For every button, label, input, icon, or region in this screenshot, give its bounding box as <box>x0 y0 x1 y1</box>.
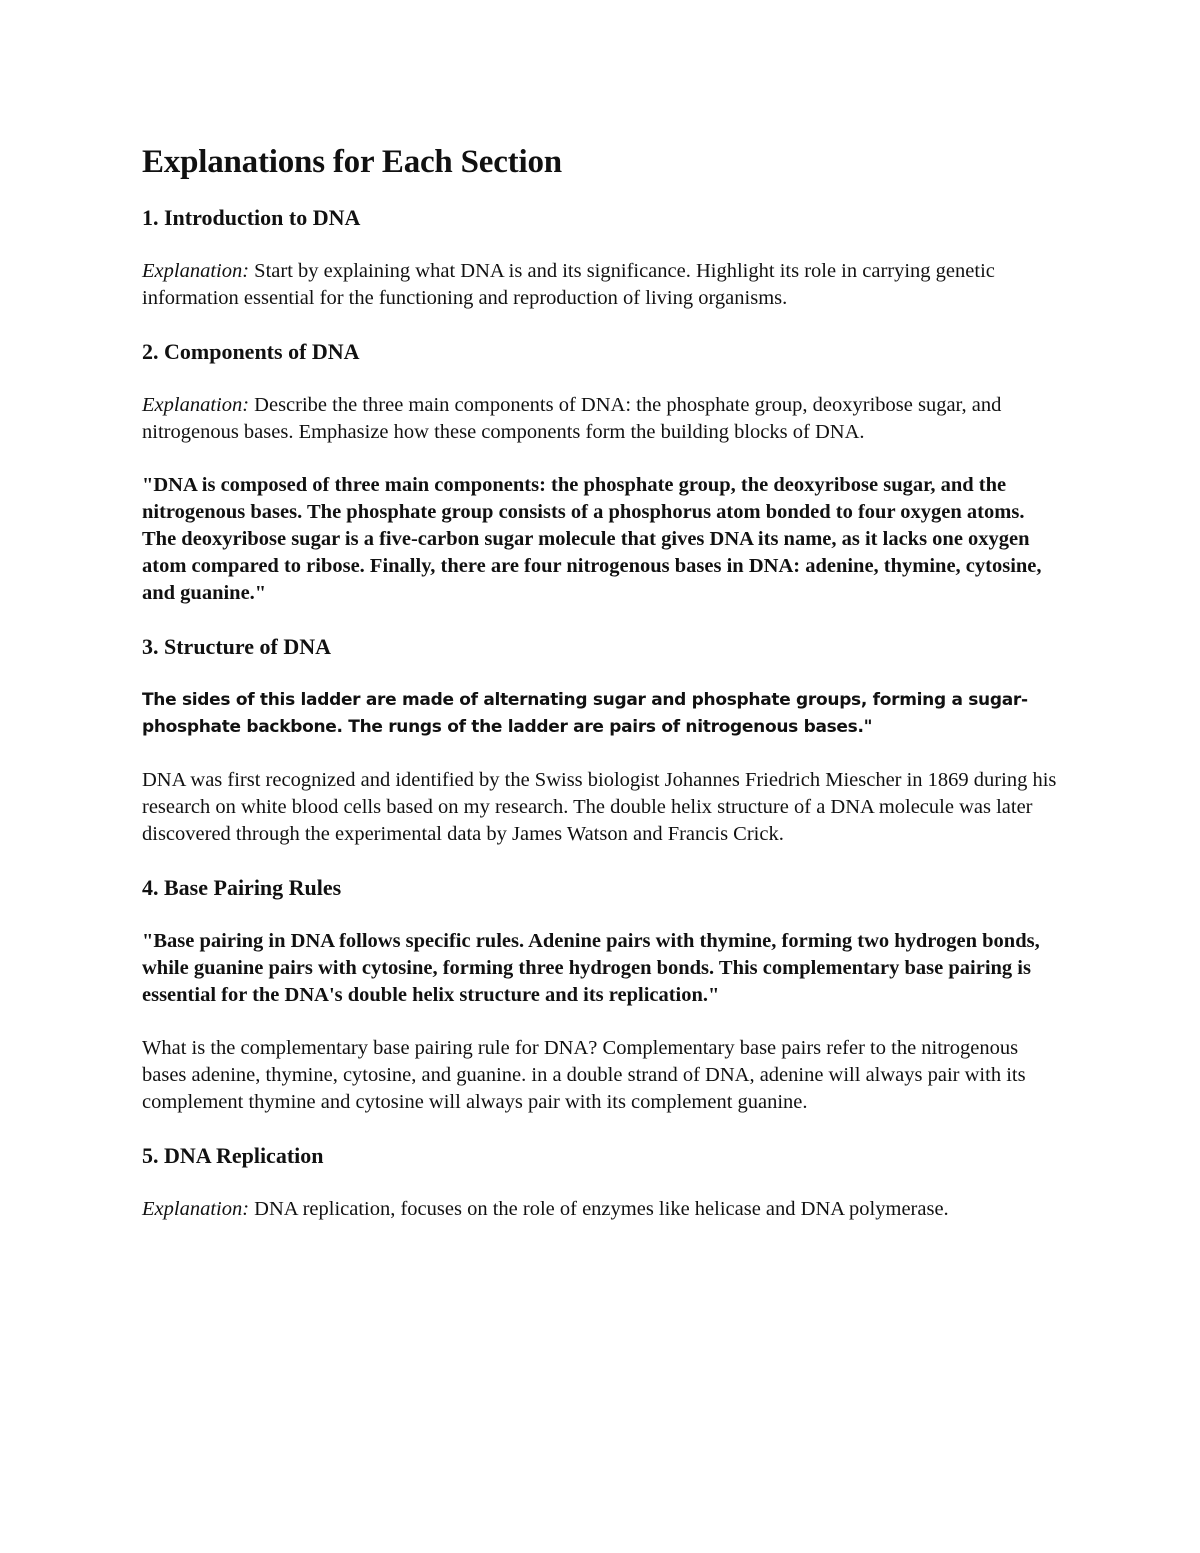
explanation-text: DNA replication, focuses on the role of enzymes like helicase and DNA polymerase. <box>249 1198 949 1220</box>
section-2-quote: "DNA is composed of three main components: the phosphate group, the deoxyribose sugar, and the nitrogenous bases. The phosphate group consists of a phosphorus atom bonded to four oxygen atoms. The deoxyribose sugar is a five-carbon sugar molecule that gives DNA its name, as it lacks one oxygen atom compared to ribose. Finally, there are four nitrogenous bases in DNA: adenine, thymine, cytosine, and guanine." <box>142 474 1042 604</box>
explanation-text: Describe the three main components of DNA: the phosphate group, deoxyribose sugar, and nitrogenous bases. Emphasize how these components form the building blocks of DNA. <box>142 394 1002 443</box>
explanation-label: Explanation: <box>142 1198 250 1220</box>
section-2-explanation <box>142 392 1062 446</box>
section-5-explanation <box>142 1196 1062 1223</box>
section-2-heading: 2. Components of DNA <box>142 339 360 364</box>
document-page <box>142 140 1062 1249</box>
section-1-heading: 1. Introduction to DNA <box>142 205 361 230</box>
section-5-heading: 5. DNA Replication <box>142 1143 324 1168</box>
section-1-explanation <box>142 258 1062 312</box>
section-4-quote: "Base pairing in DNA follows specific rules. Adenine pairs with thymine, forming two hydrogen bonds, while guanine pairs with cytosine, forming three hydrogen bonds. This complementary base pairing is essential for the DNA's double helix structure and its replication." <box>142 930 1040 1006</box>
section-4-heading: 4. Base Pairing Rules <box>142 875 342 900</box>
explanation-text: Start by explaining what DNA is and its significance. Highlight its role in carrying genetic information essential for the functioning and reproduction of living organisms. <box>142 260 995 309</box>
section-4-body: What is the complementary base pairing rule for DNA? Complementary base pairs refer to the nitrogenous bases adenine, thymine, cytosine, and guanine. in a double strand of DNA, adenine will always pair with its complement thymine and cytosine will always pair with its complement guanine. <box>142 1037 1026 1113</box>
section-3-quote: The sides of this ladder are made of alternating sugar and phosphate groups, forming a sugar-phosphate backbone. The rungs of the ladder are pairs of nitrogenous bases." <box>142 690 1028 737</box>
document-title: Explanations for Each Section <box>142 144 562 180</box>
explanation-label: Explanation: <box>142 260 250 282</box>
section-3-heading: 3. Structure of DNA <box>142 634 332 659</box>
explanation-label: Explanation: <box>142 394 250 416</box>
section-3-body: DNA was first recognized and identified by the Swiss biologist Johannes Friedrich Miescher in 1869 during his research on white blood cells based on my research. The double helix structure of a DNA molecule was later discovered through the experimental data by James Watson and Francis Crick. <box>142 769 1057 845</box>
